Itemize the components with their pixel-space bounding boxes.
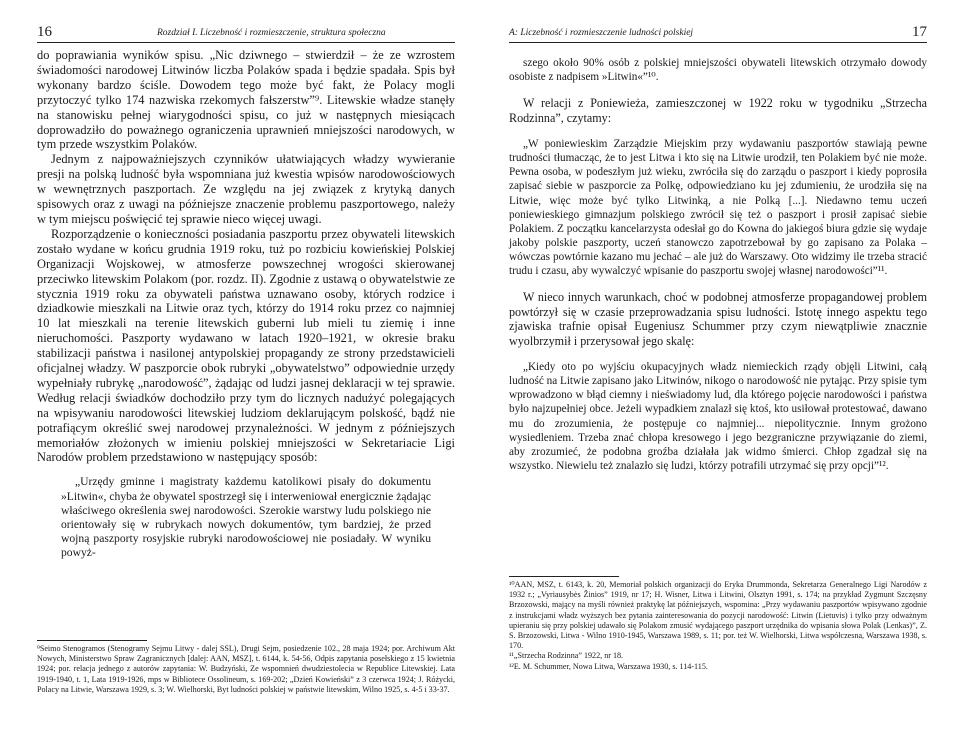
right-quote-continuation: szego około 90% osób z polskiej mniejszości obywateli litewskich otrzymało dowody osobiste z nadpisem »Litwin«”¹⁰.: [509, 57, 927, 84]
right-page: [480, 0, 960, 756]
right-running-head: A: Liczebność i rozmieszczenie ludności polskiej: [509, 28, 694, 38]
right-block-quote-1: „W poniewieskim Zarządzie Miejskim przy wydawaniu paszportów stawiają pewne trudności tłumacząc, że to jest Litwa i kto się na Litwie urodził, ten Polakiem być nie może. Pewna osoba, w podeszłym już wieku, zwróciła się do zarządu o paszport i kiedy poprosiła zapisać siebie w paszporcie za Polkę, odpowiedziano ku jej zdumieniu, że urodziła się na Litwie, więc może być tylko Litwinką, a nie Polką [...]. Niedawno temu uczeń poniewieskiego gimnazjum polskiego zwrócił się też o paszport i prosił zapisać siebie Polakiem. Z początku kancelarzysta odesłał go do Kowna do jakiegoś biura gdzie się wydaje jakoby polskie paszporty, uczeń stanowczo zapotrzebował by go zapisano za Polaka – wówczas powtórnie kazano mu jechać – ale już do Warszawy. Oto widzimy ile trzeba stracić trudu i czasu, aby wywalczyć wpisanie do paszportu swojej własnej narodowości”¹¹.: [509, 138, 927, 278]
left-paragraph-3: Rozporządzenie o konieczności posiadania paszportu przez obywateli litewskich zostało wydane w końcu grudnia 1919 roku, tuż po rozbiciu kowieńskiej Polskiej Organizacji Wojskowej, w atmosferze powszechnej wrogości skierowanej przeciwko litewskim Polakom (por. rozdz. II). Zgodnie z ustawą o obywatelstwie ze stycznia 1919 roku za obywateli państwa uznawano osoby, których rodzice i dziadkowie mieszkali na Litwie oraz tych, którzy do 1914 roku przez co najmniej 10 lat mieszkali na terenie litewskich guberni lub mieli tu ziemię i inne nieruchomości. Paszporty wydawano w latach 1920–1921, w okresie braku stabilizacji państwa i nasilonej antypolskiej propagandy ze strony przedstawicieli oficjalnej władzy. W paszporcie obok rubryki „obywatelstwo” odpowiednie urzędy wypełniały rubrykę „narodowość”, żądając od ludzi jasnej deklaracji w tej sprawie. Według relacji świadków dochodziło przy tym do licznych nadużyć polegających na wpisywaniu narodowości litewskiej ludziom deklarującym polskość, bądź nie potrafiącym określić swej narodowej przynależności. W jednym z późniejszych memoriałów złożonych w imieniu polskiej mniejszości w Sekretariacie Ligi Narodów problem przedstawiono w następujący sposób:: [37, 226, 455, 465]
right-paragraph-1: W relacji z Poniewieża, zamieszczonej w 1922 roku w tygodniku „Strzecha Rodzinna”, czytamy:: [509, 96, 927, 125]
left-footnotes: [37, 644, 455, 695]
left-paragraph-1: do poprawiania wyników spisu. „Nic dziwnego – stwierdził – że ze wzrostem świadomości narodowej Litwinów liczba Polaków spada i będzie spadała. Spis był wykonany bardzo ściśle. Dowodem tego może być fakt, że Polacy mogli przytoczyć tylko 174 nazwiska rzekomych fałszerstw”⁹. Litewskie władze stanęły na stanowisku pełnej wiarygodności spisu, co już w następnych miesiącach doprowadziło do poważnego ograniczenia uprawnień mniejszości narodowych, w tym przede wszystkim Polaków.: [37, 48, 455, 152]
left-paragraph-2: Jednym z najpoważniejszych czynników ułatwiających władzy wywieranie presji na polską ludność była wspomniana już kwestia wpisów narodowościowych w wewnętrznych paszportach. Ze względu na jej związek z krytyką danych spisowych oraz z uwagi na późniejsze znaczenie problemu paszportowego, należy w tym miejscu poświęcić tej sprawie nieco więcej uwagi.: [37, 152, 455, 226]
left-page-header: [37, 24, 455, 42]
footnote-9: ⁹Seimo Stenogramos (Stenogramy Sejmu Litwy - dalej SSL), Drugi Sejm, posiedzenie 102., 28 maja 1924; por. Archiwum Akt Nowych, Ministerstwo Spraw Zagranicznych [dalej: AAN, MSZ], t. 6144, k. 54-56, Odpis zapytania posełskiego z 15 kwietnia 1924; por. relacja jednego z autorów zapytania: W. Budzyński, Ze wspomnień dwudziestolecia w Republice Litewskiej. Lata 1919-1940, t. 1, Lata 1919-1926, mps w Bibliotece Ossolineum, s. 169-202; „Dzień Kowieński” z 3 czerwca 1924; J. Różycki, Polacy na Litwie, Warszawa 1929, s. 3; W. Wielhorski, Byt ludności polskiej w państwie litewskim, Wilno 1925, s. 4-5 i 33-37.: [37, 644, 455, 694]
right-header-rule: [509, 42, 927, 43]
right-block-quote-2: „Kiedy oto po wyjściu okupacyjnych władz niemieckich rządy objęli Litwini, całą ludność na Litwie zapisano jako Litwinów, nikogo o narodowość nie pytając. Przy spisie tym wprowadzono w błąd ciemny i nieświadomy lud, dla którego pojęcie narodowości i państwa było najzupełniej obce. Jeżeli wypadkiem znalazł się ktoś, kto usiłował protestować, dawano mu do zrozumienia, że postępuje co najmniej... niepolitycznie. Innym grożono wysiedleniem. Trzeba znać chłopa kresowego i jego bezgraniczne przywiązanie do ziemi, aby zrozumieć, że podobna groźba działała jak widmo śmierci. Chłop zgadzał się na wszystko. Niewielu też znalazło się ludzi, którzy potrafili utrzymać się przy opcji”¹².: [509, 361, 927, 472]
footnote-11: ¹¹„Strzecha Rodzinna” 1922, nr 18.: [509, 651, 624, 661]
right-footnotes: [509, 580, 927, 672]
right-footnote-rule: [509, 576, 619, 577]
left-block-quote: „Urzędy gminne i magistraty każdemu katolikowi pisały do dokumentu »Litwin«, chyba że obywatel spostrzegł się i interweniował energicznie żądając właściwego określenia swej narodowości. Szerokie warstwy ludu polskiego nie orientowały się w rubrykach nowych dokumentów, tym bardziej, że przed wojną paszporty rosyjskie rubryki narodowościowej nie posiadały. W wyniku powyż-: [61, 475, 431, 560]
footnote-10: ¹⁰AAN, MSZ, t. 6143, k. 20, Memoriał polskich organizacji do Eryka Drummonda, Sekretarza Generalnego Ligi Narodów z 1932 r.; „Vyriausybės Žinios” 1919, nr 17; H. Wisner, Litwa i Litwini, Olsztyn 1991, s. 174; na przykład Zygmunt Szczęsny Brzozowski, mający na myśli również praktykę lat późniejszych, wspomina: „Przy wydawaniu paszportów wpisywano zgodnie z instrukcjami władz wyższych bez pytania zainteresowania do pozycji narodowość: Litwin (Lietuvis) i tylko przy odważnym upieraniu się przy polskiej udawało się Polakom zmusić wydającego paszport urzędnika do wpisania słowa Polak (Lenkas)”, Z. S. Brzozowski, Litwa - Wilno 1910-1945, Warszawa 1989, s. 11; por. też W. Wielhorski, Litwa współczesna, Warszawa 1938, s. 170.: [509, 580, 927, 651]
right-page-number: 17: [912, 24, 927, 40]
left-body-text: [37, 48, 455, 561]
left-running-head: Rozdział I. Liczebność i rozmieszczenie, struktura społeczna: [157, 28, 386, 38]
left-footnote-rule: [37, 640, 147, 641]
right-body-text: [509, 48, 927, 473]
left-header-rule: [37, 42, 455, 43]
right-page-header: [509, 24, 927, 42]
left-page-number: 16: [37, 24, 52, 40]
footnote-12: ¹²E. M. Schummer, Nowa Litwa, Warszawa 1930, s. 114-115.: [509, 661, 708, 671]
right-paragraph-2: W nieco innych warunkach, choć w podobnej atmosferze propagandowej problem powtórzył się w czasie przeprowadzania spisu ludności. Istotę innego aspektu tego zjawiska trafnie opisał Eugeniusz Schummer przy czym niewątpliwie znacznie wyolbrzymił i przerysował jego skalę:: [509, 290, 927, 348]
